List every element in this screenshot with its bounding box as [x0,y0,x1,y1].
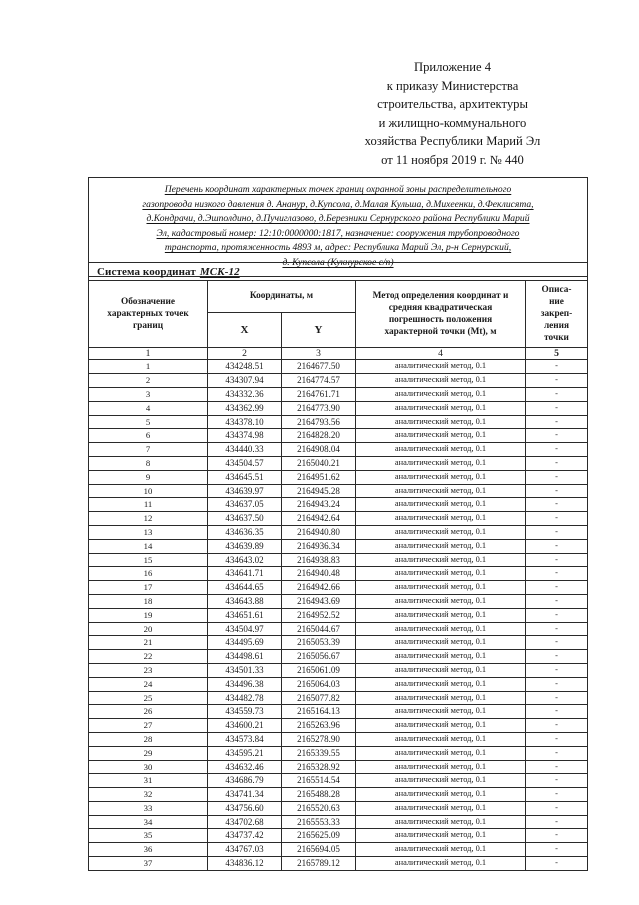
determination-method: аналитический метод, 0.1 [356,443,526,457]
determination-method: аналитический метод, 0.1 [356,815,526,829]
point-description: - [526,719,588,733]
coordinate-y: 2165278.90 [282,732,356,746]
table-row [89,760,588,774]
coordinate-x: 434501.33 [208,663,282,677]
table-row [89,415,588,429]
determination-method: аналитический метод, 0.1 [356,387,526,401]
determination-method: аналитический метод, 0.1 [356,663,526,677]
table-row [89,553,588,567]
determination-method: аналитический метод, 0.1 [356,360,526,374]
column-header-designation: Обозначение характерных точек границ [89,281,208,348]
table-row [89,829,588,843]
coordinate-y: 2165694.05 [282,843,356,857]
coordinate-y: 2164943.69 [282,594,356,608]
point-number: 1 [89,360,208,374]
coordinate-x: 434632.46 [208,760,282,774]
table-row [89,650,588,664]
point-description: - [526,608,588,622]
point-number: 30 [89,760,208,774]
determination-method: аналитический метод, 0.1 [356,498,526,512]
coordinate-system-label: Система координат [97,265,196,278]
coordinate-x: 434741.34 [208,788,282,802]
table-row [89,705,588,719]
determination-method: аналитический метод, 0.1 [356,429,526,443]
table-row [89,525,588,539]
determination-method: аналитический метод, 0.1 [356,801,526,815]
determination-method: аналитический метод, 0.1 [356,705,526,719]
point-number: 35 [89,829,208,843]
point-description: - [526,415,588,429]
point-number: 17 [89,581,208,595]
coordinate-y: 2164793.56 [282,415,356,429]
point-description: - [526,512,588,526]
coordinate-y: 2164938.83 [282,553,356,567]
column-number-4: 4 [356,348,526,360]
table-row [89,788,588,802]
coordinate-x: 434737.42 [208,829,282,843]
point-number: 8 [89,456,208,470]
coordinate-y: 2164952.52 [282,608,356,622]
determination-method: аналитический метод, 0.1 [356,594,526,608]
point-description: - [526,829,588,843]
coordinate-y: 2164945.28 [282,484,356,498]
point-description: - [526,498,588,512]
coordinate-x: 434644.65 [208,581,282,595]
coordinate-y: 2165339.55 [282,746,356,760]
column-header-method: Метод определения координат и средняя квадратическая погрешность положения характерной точки (Mt), м [356,281,526,348]
point-description: - [526,650,588,664]
table-row [89,567,588,581]
coordinate-x: 434559.73 [208,705,282,719]
table-row [89,581,588,595]
table-row [89,498,588,512]
coordinate-y: 2165514.54 [282,774,356,788]
header-line-order: к приказу Министерства [386,78,519,93]
point-number: 24 [89,677,208,691]
point-description: - [526,622,588,636]
coordinate-y: 2164761.71 [282,387,356,401]
point-number: 36 [89,843,208,857]
coordinate-x: 434639.89 [208,539,282,553]
point-number: 5 [89,415,208,429]
column-number-row [89,348,588,360]
point-number: 33 [89,801,208,815]
coordinate-y: 2164774.57 [282,374,356,388]
coordinate-y: 2164951.62 [282,470,356,484]
point-number: 23 [89,663,208,677]
determination-method: аналитический метод, 0.1 [356,415,526,429]
point-description: - [526,691,588,705]
point-number: 6 [89,429,208,443]
determination-method: аналитический метод, 0.1 [356,650,526,664]
table-header [89,281,588,360]
table-row [89,539,588,553]
coordinate-x: 434756.60 [208,801,282,815]
point-description: - [526,636,588,650]
coordinate-system-row [88,262,588,280]
point-number: 22 [89,650,208,664]
header-line-ministry-2: и жилищно-коммунального [378,115,527,130]
coordinate-x: 434482.78 [208,691,282,705]
coordinate-y: 2165164.13 [282,705,356,719]
table-row [89,732,588,746]
title-line-5: транспорта, протяженность 4893 м, адрес: Республика Марий Эл, р-н Сернурский, [164,242,512,254]
point-number: 16 [89,567,208,581]
point-description: - [526,470,588,484]
header-row-main [89,281,588,313]
coordinate-x: 434374.98 [208,429,282,443]
column-header-y: Y [282,312,356,348]
coordinate-x: 434600.21 [208,719,282,733]
coordinate-y: 2165328.92 [282,760,356,774]
point-number: 32 [89,788,208,802]
point-description: - [526,760,588,774]
point-number: 25 [89,691,208,705]
point-number: 31 [89,774,208,788]
coordinate-y: 2165040.21 [282,456,356,470]
table-row [89,608,588,622]
table-row [89,691,588,705]
point-number: 7 [89,443,208,457]
table-row [89,387,588,401]
column-number-3: 3 [282,348,356,360]
coordinate-y: 2164942.64 [282,512,356,526]
determination-method: аналитический метод, 0.1 [356,622,526,636]
coordinate-y: 2165044.67 [282,622,356,636]
point-description: - [526,746,588,760]
column-number-1: 1 [89,348,208,360]
coordinate-y: 2165064.03 [282,677,356,691]
coordinate-y: 2164677.50 [282,360,356,374]
title-line-1: Перечень координат характерных точек границ охранной зоны распределительного [164,184,512,195]
point-number: 2 [89,374,208,388]
determination-method: аналитический метод, 0.1 [356,746,526,760]
determination-method: аналитический метод, 0.1 [356,636,526,650]
title-line-2: газопровода низкого давления д. Ананур, д.Купсола, д.Малая Кульша, д.Михеенки, д.Феклисята, [142,198,534,210]
coordinate-x: 434651.61 [208,608,282,622]
point-description: - [526,843,588,857]
point-description: - [526,484,588,498]
table-row [89,622,588,636]
point-description: - [526,539,588,553]
point-description: - [526,401,588,415]
table-row [89,429,588,443]
column-header-coordinates-group: Координаты, м [208,281,356,313]
coordinate-y: 2165056.67 [282,650,356,664]
determination-method: аналитический метод, 0.1 [356,788,526,802]
point-description: - [526,567,588,581]
coordinate-x: 434504.57 [208,456,282,470]
coordinate-y: 2165553.33 [282,815,356,829]
coordinate-y: 2165061.09 [282,663,356,677]
coordinate-y: 2165789.12 [282,857,356,871]
point-description: - [526,443,588,457]
coordinate-x: 434702.68 [208,815,282,829]
coordinate-x: 434645.51 [208,470,282,484]
determination-method: аналитический метод, 0.1 [356,581,526,595]
determination-method: аналитический метод, 0.1 [356,732,526,746]
point-description: - [526,429,588,443]
point-description: - [526,788,588,802]
determination-method: аналитический метод, 0.1 [356,774,526,788]
determination-method: аналитический метод, 0.1 [356,567,526,581]
determination-method: аналитический метод, 0.1 [356,843,526,857]
point-number: 11 [89,498,208,512]
coordinate-y: 2164940.48 [282,567,356,581]
coordinate-x: 434643.02 [208,553,282,567]
point-number: 29 [89,746,208,760]
coordinate-x: 434641.71 [208,567,282,581]
table-row [89,857,588,871]
coordinate-y: 2164936.34 [282,539,356,553]
table-row [89,801,588,815]
determination-method: аналитический метод, 0.1 [356,470,526,484]
determination-method: аналитический метод, 0.1 [356,374,526,388]
coordinate-x: 434595.21 [208,746,282,760]
point-description: - [526,360,588,374]
table-row [89,677,588,691]
point-description: - [526,732,588,746]
coordinate-x: 434637.50 [208,512,282,526]
determination-method: аналитический метод, 0.1 [356,719,526,733]
coordinate-y: 2164908.04 [282,443,356,457]
coordinate-x: 434643.88 [208,594,282,608]
title-line-3: д.Кондрачи, д.Эшполдино, д.Пучиглазово, д.Березники Сернурского района Республики Марий [146,213,530,225]
coordinate-y: 2165053.39 [282,636,356,650]
determination-method: аналитический метод, 0.1 [356,484,526,498]
point-number: 26 [89,705,208,719]
table-row [89,484,588,498]
title-line-6: д. Купсола (Кукнурское с/п) [282,256,394,268]
coordinate-x: 434504.97 [208,622,282,636]
table-row [89,594,588,608]
header-line-date-number: от 11 ноября 2019 г. № 440 [381,152,524,167]
determination-method: аналитический метод, 0.1 [356,456,526,470]
coordinate-x: 434686.79 [208,774,282,788]
point-description: - [526,774,588,788]
coordinate-x: 434496.38 [208,677,282,691]
point-description: - [526,374,588,388]
point-description: - [526,456,588,470]
point-description: - [526,705,588,719]
determination-method: аналитический метод, 0.1 [356,691,526,705]
coordinate-y: 2164773.90 [282,401,356,415]
point-description: - [526,857,588,871]
table-row [89,815,588,829]
point-description: - [526,663,588,677]
table-row [89,746,588,760]
point-number: 37 [89,857,208,871]
coordinate-y: 2164828.20 [282,429,356,443]
table-row [89,360,588,374]
table-row [89,401,588,415]
determination-method: аналитический метод, 0.1 [356,677,526,691]
title-line-4: Эл, кадастровый номер: 12:10:0000000:1817, назначение: сооружения трубопроводного [156,227,520,239]
coordinate-y: 2164942.66 [282,581,356,595]
coordinate-x: 434836.12 [208,857,282,871]
coordinate-x: 434378.10 [208,415,282,429]
point-number: 21 [89,636,208,650]
point-number: 10 [89,484,208,498]
coordinate-x: 434573.84 [208,732,282,746]
coordinate-system-value: МСК-12 [199,265,240,278]
header-line-republic: хозяйства Республики Марий Эл [364,134,541,148]
point-number: 34 [89,815,208,829]
coordinate-x: 434639.97 [208,484,282,498]
point-number: 15 [89,553,208,567]
coordinates-table [88,280,588,871]
coordinate-y: 2164940.80 [282,525,356,539]
point-description: - [526,677,588,691]
document-header [300,58,605,169]
point-number: 3 [89,387,208,401]
determination-method: аналитический метод, 0.1 [356,539,526,553]
coordinate-x: 434362.99 [208,401,282,415]
point-number: 20 [89,622,208,636]
table-row [89,374,588,388]
header-line-appendix: Приложение 4 [413,60,492,74]
point-number: 4 [89,401,208,415]
point-number: 9 [89,470,208,484]
table-row [89,663,588,677]
coordinate-x: 434767.03 [208,843,282,857]
header-line-ministry-1: строительства, архитектуры [377,97,528,111]
point-number: 28 [89,732,208,746]
determination-method: аналитический метод, 0.1 [356,512,526,526]
table-row [89,443,588,457]
coordinate-x: 434498.61 [208,650,282,664]
determination-method: аналитический метод, 0.1 [356,525,526,539]
point-description: - [526,594,588,608]
point-description: - [526,801,588,815]
coordinate-y: 2164943.24 [282,498,356,512]
coordinate-y: 2165263.96 [282,719,356,733]
determination-method: аналитический метод, 0.1 [356,760,526,774]
table-row [89,512,588,526]
determination-method: аналитический метод, 0.1 [356,401,526,415]
table-row [89,456,588,470]
table-row [89,774,588,788]
table-row [89,843,588,857]
point-number: 12 [89,512,208,526]
point-number: 13 [89,525,208,539]
point-number: 14 [89,539,208,553]
determination-method: аналитический метод, 0.1 [356,553,526,567]
coordinate-x: 434332.36 [208,387,282,401]
coordinate-x: 434637.05 [208,498,282,512]
column-number-5: 5 [526,348,588,360]
coordinate-y: 2165488.28 [282,788,356,802]
coordinate-x: 434636.35 [208,525,282,539]
coordinate-x: 434495.69 [208,636,282,650]
point-description: - [526,525,588,539]
coordinate-x: 434307.94 [208,374,282,388]
coordinate-y: 2165520.63 [282,801,356,815]
point-number: 18 [89,594,208,608]
table-row [89,719,588,733]
point-number: 27 [89,719,208,733]
coordinate-x: 434248.51 [208,360,282,374]
coordinate-y: 2165625.09 [282,829,356,843]
point-description: - [526,581,588,595]
point-description: - [526,815,588,829]
determination-method: аналитический метод, 0.1 [356,829,526,843]
point-description: - [526,553,588,567]
coordinate-y: 2165077.82 [282,691,356,705]
table-body [89,360,588,870]
table-row [89,470,588,484]
point-number: 19 [89,608,208,622]
table-row [89,636,588,650]
column-header-description: Описа- ние закреп- ления точки [526,281,588,348]
column-number-2: 2 [208,348,282,360]
point-description: - [526,387,588,401]
column-header-x: X [208,312,282,348]
determination-method: аналитический метод, 0.1 [356,857,526,871]
coordinate-x: 434440.33 [208,443,282,457]
determination-method: аналитический метод, 0.1 [356,608,526,622]
